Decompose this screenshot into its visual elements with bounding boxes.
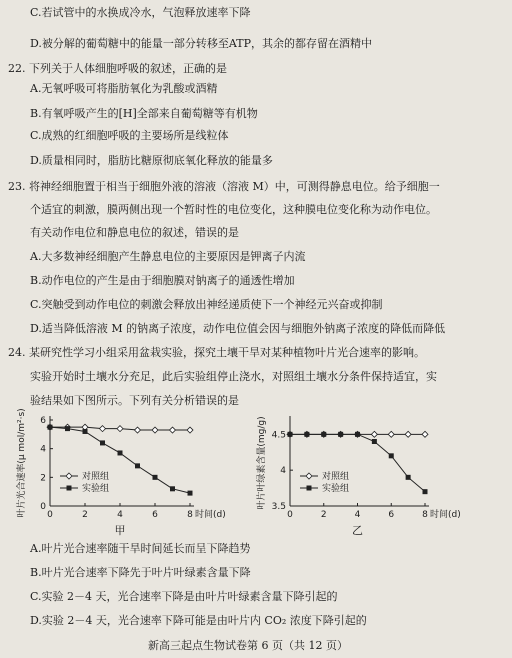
x-tick-label: 8	[187, 510, 193, 520]
series-line-experimental	[290, 434, 425, 491]
data-point-diamond	[422, 431, 428, 437]
data-point-diamond	[405, 431, 411, 437]
legend-label: 实验组	[322, 484, 350, 494]
x-tick-label: 2	[82, 510, 88, 520]
page-footer: 新高三起点生物试卷第 6 页（共 12 页）	[148, 639, 348, 652]
x-axis-label: 时间(d)	[195, 510, 226, 520]
legend-label: 实验组	[82, 484, 110, 494]
question-24-stem-line-1: 24. 某研究性学习小组采用盆栽实验，探究土壤干旱对某种植物叶片光合速率的影响。	[8, 346, 425, 359]
data-point-square	[406, 475, 411, 480]
chart-jia-svg	[10, 408, 225, 538]
data-point-diamond	[170, 427, 176, 433]
chart-yi	[250, 408, 460, 542]
question-23-option-c: C.突触受到动作电位的刺激会释放出神经递质使下一个神经元兴奋或抑制	[30, 298, 383, 311]
question-23-stem-line-1: 23. 将神经细胞置于相当于细胞外液的溶液（溶液 M）中，可测得静息电位。给予细胞一	[8, 180, 440, 193]
question-24-option-c: C.实验 2－4 天，光合速率下降是由叶片叶绿素含量下降引起的	[30, 590, 338, 603]
data-point-square	[372, 439, 377, 444]
y-tick-label: 4	[40, 444, 46, 455]
x-tick-label: 8	[422, 510, 428, 520]
data-point-square	[153, 475, 158, 480]
x-tick-label: 6	[388, 510, 395, 520]
data-point-diamond	[388, 431, 394, 437]
legend-marker-diamond	[66, 473, 72, 479]
legend-marker-square	[307, 486, 312, 491]
data-point-square	[170, 486, 175, 491]
chart-jia	[10, 408, 225, 542]
data-point-diamond	[152, 427, 158, 433]
data-point-diamond	[135, 427, 141, 433]
data-point-square	[321, 432, 326, 437]
data-point-square	[389, 453, 394, 458]
question-22-option-c: C.成熟的红细胞呼吸的主要场所是线粒体	[30, 129, 229, 142]
y-tick-label: 3.5	[271, 502, 286, 512]
question-24-option-b: B.叶片光合速率下降先于叶片叶绿素含量下降	[30, 566, 251, 579]
y-axis-label: 叶片光合速率(μ mol/m²·s)	[17, 408, 27, 518]
x-axis-label: 时间(d)	[430, 510, 461, 520]
y-tick-label: 4.5	[271, 430, 286, 441]
data-point-diamond	[371, 431, 377, 437]
data-point-square	[48, 425, 53, 430]
question-23-option-d: D.适当降低溶液 M 的钠离子浓度，动作电位值会因与细胞外钠离子浓度的降低而降低	[30, 322, 446, 335]
x-tick-label: 0	[287, 510, 293, 520]
question-24-option-a: A.叶片光合速率随干旱时间延长而呈下降趋势	[30, 542, 251, 555]
chart-caption: 甲	[114, 524, 126, 537]
data-point-square	[423, 489, 428, 494]
data-point-square	[118, 450, 123, 455]
data-point-square	[338, 432, 343, 437]
question-23-stem-line-3: 有关动作电位和静息电位的叙述，错误的是	[30, 226, 239, 239]
legend-label: 对照组	[322, 472, 350, 482]
data-point-square	[288, 432, 293, 437]
question-22-option-b: B.有氧呼吸产生的[H]全部来自葡萄糖等有机物	[30, 107, 258, 120]
data-point-square	[304, 432, 309, 437]
data-point-square	[65, 426, 70, 431]
y-tick-label: 4	[280, 466, 286, 477]
question-24-stem-line-2: 实验开始时土壤水分充足，此后实验组停止浇水，对照组土壤水分条件保持适宜，实	[30, 370, 437, 383]
data-point-square	[100, 440, 105, 445]
data-point-diamond	[100, 426, 106, 432]
chart-caption: 乙	[352, 524, 363, 537]
question-22-stem: 22. 下列关于人体细胞呼吸的叙述，正确的是	[8, 62, 227, 75]
question-24-stem-line-3: 验结果如下图所示。下列有关分析错误的是	[30, 394, 239, 407]
legend-marker-square	[67, 486, 72, 491]
chart-yi-svg	[250, 408, 460, 538]
question-22-option-d: D.质量相同时，脂肪比糖原彻底氧化释放的能量多	[30, 154, 273, 167]
option-c-previous: C.若试管中的水换成冷水，气泡释放速率下降	[30, 6, 251, 19]
question-23-stem-line-2: 个适宜的刺激，膜两侧出现一个暂时性的电位变化，这种膜电位变化称为动作电位。	[30, 203, 437, 216]
question-24-option-d: D.实验 2－4 天，光合速率下降可能是由叶片内 CO₂ 浓度下降引起的	[30, 614, 367, 627]
x-tick-label: 4	[354, 510, 361, 520]
question-22-option-a: A.无氧呼吸可将脂肪氧化为乳酸或酒精	[30, 82, 218, 95]
option-d-previous: D.被分解的葡萄糖中的能量一部分转移至ATP，其余的都存留在酒精中	[30, 37, 373, 50]
data-point-square	[188, 491, 193, 496]
series-line-experimental	[50, 427, 190, 493]
y-tick-label: 0	[40, 502, 46, 512]
question-23-option-a: A.大多数神经细胞产生静息电位的主要原因是钾离子内流	[30, 250, 306, 263]
data-point-square	[83, 429, 88, 434]
legend-marker-diamond	[306, 473, 312, 479]
x-tick-label: 2	[320, 510, 327, 520]
x-tick-label: 4	[117, 510, 123, 520]
y-axis-label: 叶片叶绿素含量(mg/g)	[257, 416, 267, 510]
y-tick-label: 2	[40, 473, 46, 484]
y-tick-label: 6	[40, 416, 46, 426]
x-tick-label: 0	[47, 510, 53, 520]
question-23-option-b: B.动作电位的产生是由于细胞膜对钠离子的通透性增加	[30, 274, 295, 287]
data-point-square	[135, 463, 140, 468]
data-point-diamond	[117, 426, 123, 432]
data-point-diamond	[187, 427, 193, 433]
legend-label: 对照组	[82, 472, 110, 482]
x-tick-label: 6	[152, 510, 158, 520]
data-point-square	[355, 432, 360, 437]
